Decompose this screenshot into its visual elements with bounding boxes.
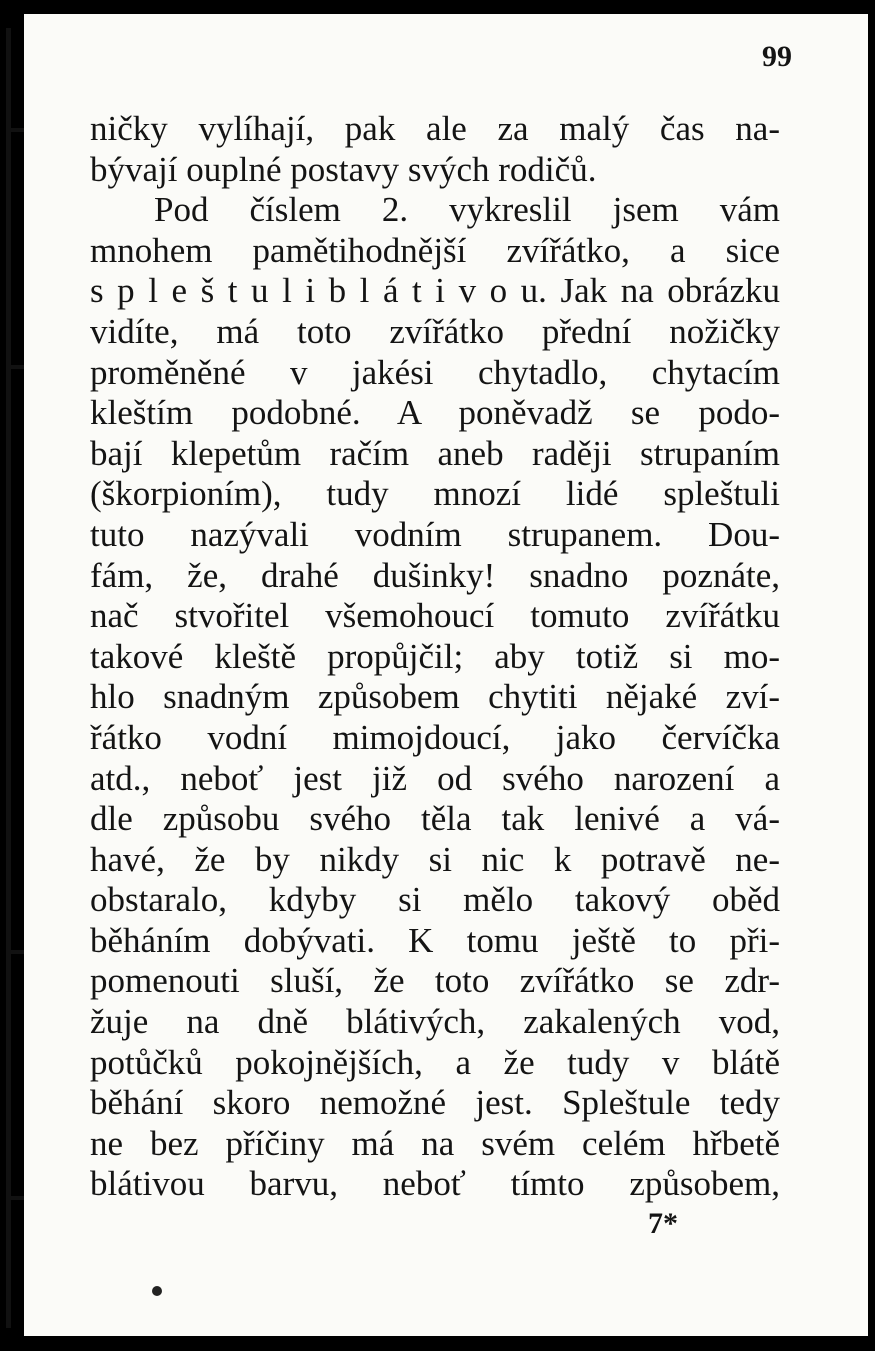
text-line: kleštím podobné. A poněvadž se podo- [90, 393, 780, 433]
text-line: žuje na dně blátivých, zakalených vod, [90, 1002, 780, 1042]
ink-dot [152, 1286, 162, 1296]
text-line: hlo snadným způsobem chytiti nějaké zví- [90, 677, 780, 717]
binding-edge [6, 28, 11, 1328]
text-line: takové kleště propůjčil; aby totiž si mo- [90, 636, 780, 676]
binding-tick [6, 1196, 24, 1200]
text-line: pomenouti sluší, že toto zvířátko se zdr- [90, 961, 780, 1001]
text-line: havé, že by nikdy si nic k potravě ne- [90, 839, 780, 879]
text-line: bývají ouplné postavy svých rodičů. [90, 149, 597, 189]
text-line: blátivou barvu, neboť tímto způsobem, [90, 1164, 780, 1204]
book-page [24, 14, 868, 1336]
text-line: obstaralo, kdyby si mělo takový oběd [90, 880, 780, 920]
text-line: s p l e š t u l i b l á t i v o u. Jak na obrázku [90, 271, 780, 311]
text-line: mnohem pamětihodnější zvířátko, a sice [90, 230, 780, 270]
body-text [90, 109, 780, 1205]
binding-tick [6, 128, 24, 132]
text-line: vidíte, má toto zvířátko přední nožičky [90, 311, 780, 351]
text-line: bají klepetům račím aneb raději strupaním [90, 433, 780, 473]
signature-mark: 7* [648, 1207, 678, 1240]
text-line: Pod číslem 2. vykreslil jsem vám [154, 190, 780, 230]
binding-tick [6, 950, 24, 954]
text-line: atd., neboť jest již od svého narození a [90, 758, 780, 798]
text-line: řátko vodní mimojdoucí, jako červíčka [90, 717, 780, 757]
text-line: proměněné v jakési chytadlo, chytacím [90, 352, 780, 392]
text-line: dle způsobu svého těla tak lenivé a vá- [90, 799, 780, 839]
text-line: potůčků pokojnějších, a že tudy v blátě [90, 1042, 780, 1082]
binding-tick [6, 365, 24, 369]
text-line: fám, že, drahé dušinky! snadno poznáte, [90, 555, 780, 595]
text-line: běháním dobývati. K tomu ještě to při- [90, 920, 780, 960]
text-line: běhání skoro nemožné jest. Spleštule tedy [90, 1083, 780, 1123]
page-number: 99 [762, 40, 792, 73]
text-line: (škorpioním), tudy mnozí lidé spleštuli [90, 474, 780, 514]
text-line: nač stvořitel všemohoucí tomuto zvířátku [90, 596, 780, 636]
text-line: ne bez příčiny má na svém celém hřbetě [90, 1123, 780, 1163]
text-line: tuto nazývali vodním strupanem. Dou- [90, 514, 780, 554]
text-line: ničky vylíhají, pak ale za malý čas na- [90, 109, 780, 148]
